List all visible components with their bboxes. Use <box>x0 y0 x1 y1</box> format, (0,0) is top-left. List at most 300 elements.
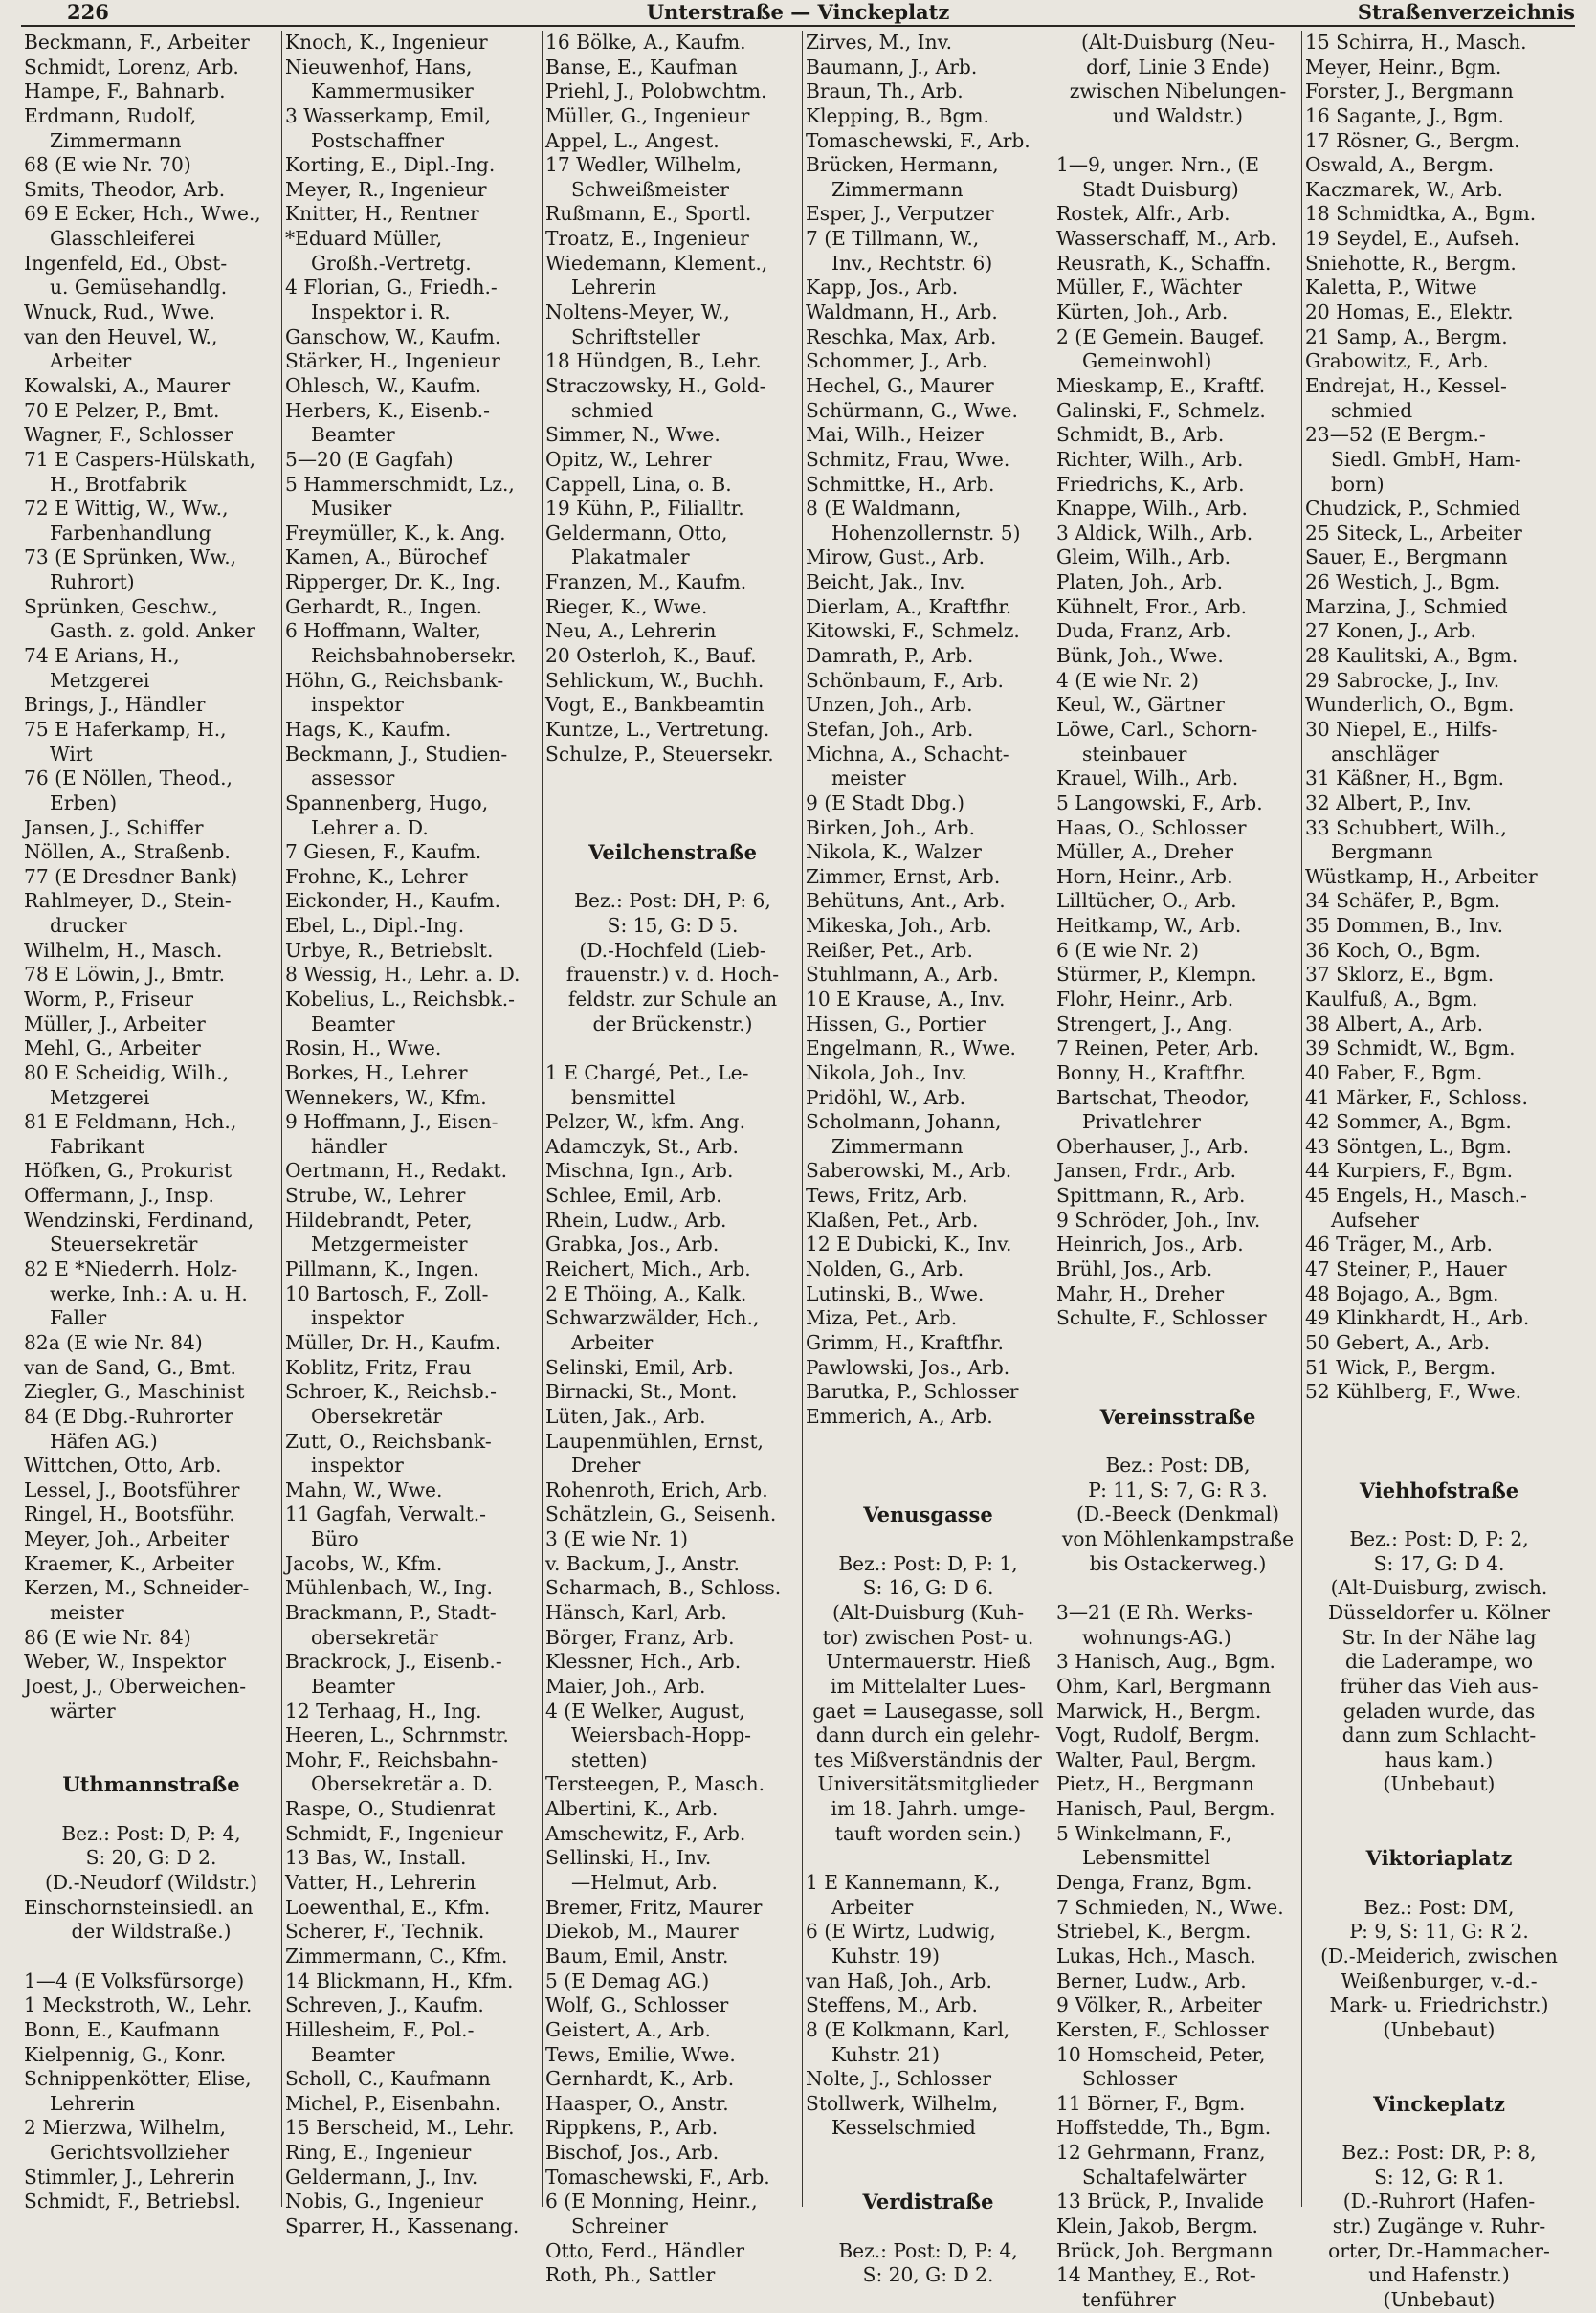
directory-entry: Brücken, Hermann, <box>806 153 999 177</box>
street-info: (Alt-Duisburg, zwisch. <box>1330 1576 1548 1600</box>
directory-entry: Damrath, P., Arb. <box>806 644 974 668</box>
directory-entry: Noltens-Meyer, W., <box>545 300 730 324</box>
directory-entry: 7 Schmieden, N., Wwe. <box>1056 1895 1284 1919</box>
directory-entry: Nöllen, A., Straßenb. <box>24 840 231 864</box>
directory-entry: stetten) <box>571 1747 648 1771</box>
directory-entry: Mahr, H., Dreher <box>1056 1281 1225 1305</box>
directory-entry: Steuersekretär <box>50 1233 198 1257</box>
directory-entry: 16 Bölke, A., Kaufm. <box>545 31 746 54</box>
directory-entry: Stärker, H., Ingenieur <box>285 349 500 373</box>
directory-entry: Meyer, Joh., Arbeiter <box>24 1527 229 1551</box>
blank-line <box>803 1527 1053 1552</box>
directory-entry: Lukas, Hch., Masch. <box>1056 1944 1256 1968</box>
directory-entry: 25 Siteck, L., Arbeiter <box>1305 521 1522 545</box>
directory-entry: Schmidt, Lorenz, Arb. <box>24 55 239 78</box>
directory-entry: Heitkamp, W., Arb. <box>1056 914 1242 938</box>
directory-entry: Sprünken, Geschw., <box>24 594 218 618</box>
street-info: haus kam.) <box>1385 1747 1494 1771</box>
page-number: 226 <box>67 0 109 24</box>
directory-entry: Gerhardt, R., Ingen. <box>285 594 482 618</box>
directory-entry: Walter, Paul, Bergm. <box>1056 1747 1257 1771</box>
directory-entry: H., Brotfabrik <box>50 472 187 496</box>
directory-entry: Schätzlein, G., Seisenh. <box>545 1502 777 1526</box>
directory-entry: 5—20 (E Gagfah) <box>285 447 454 471</box>
directory-entry: 3 (E wie Nr. 1) <box>545 1527 689 1551</box>
directory-entry: 4 (E wie Nr. 2) <box>1056 668 1200 692</box>
directory-entry: Schreiner <box>571 2214 668 2238</box>
directory-entry: Schönbaum, F., Arb. <box>806 668 1004 692</box>
directory-entry: Knoch, K., Ingenieur <box>285 31 488 54</box>
street-heading: Verdistraße <box>862 2190 994 2214</box>
directory-entry: Nikola, Joh., Inv. <box>806 1060 967 1084</box>
directory-entry: Reichsbahnobersekr. <box>311 644 517 668</box>
street-info: tauft worden sein.) <box>834 1821 1022 1845</box>
directory-entry: Zimmermann, C., Kfm. <box>285 1944 508 1968</box>
directory-entry: Wennekers, W., Kfm. <box>285 1085 487 1109</box>
directory-entry: Rahlmeyer, D., Stein- <box>24 889 232 913</box>
directory-entry: 86 (E wie Nr. 84) <box>24 1625 191 1649</box>
directory-entry: 32 Albert, P., Inv. <box>1305 790 1472 814</box>
directory-entry: 82a (E wie Nr. 84) <box>24 1330 203 1354</box>
directory-entry: Hanisch, Paul, Bergm. <box>1056 1797 1275 1821</box>
directory-entry: Wasserschaff, M., Arb. <box>1056 227 1276 251</box>
directory-entry: Bartschat, Theodor, <box>1056 1085 1250 1109</box>
directory-entry: Lüten, Jak., Arb. <box>545 1404 706 1428</box>
directory-entry: Wunderlich, O., Bgm. <box>1305 693 1515 717</box>
directory-entry: 16 Sagante, J., Bgm. <box>1305 103 1504 127</box>
directory-entry: Kuntze, L., Vertretung. <box>545 717 770 741</box>
directory-entry: Höhn, G., Reichsbank- <box>285 668 504 692</box>
directory-entry: Chudzick, P., Schmied <box>1305 497 1521 521</box>
directory-entry: Nobis, G., Ingenieur <box>285 2190 483 2213</box>
directory-entry: 37 Sklorz, E., Bgm. <box>1305 963 1495 987</box>
directory-entry: 17 Wedler, Wilhelm, <box>545 153 743 177</box>
street-info: feldstr. zur Schule an <box>567 987 778 1011</box>
street-info: Mark- u. Friedrichstr.) <box>1329 1993 1549 2017</box>
directory-entry: 81 E Feldmann, Hch., <box>24 1110 237 1134</box>
directory-entry: Haas, O., Schlosser <box>1056 815 1247 839</box>
directory-entry: 7 (E Tillmann, W., <box>806 227 980 251</box>
directory-entry: 70 E Pelzer, P., Bmt. <box>24 398 220 422</box>
directory-entry: Rohenroth, Erich, Arb. <box>545 1478 768 1501</box>
directory-entry: schmied <box>1331 398 1413 422</box>
directory-entry: Kowalski, A., Maurer <box>24 373 231 397</box>
directory-entry: Jacobs, W., Kfm. <box>285 1551 443 1575</box>
directory-entry: Ringel, H., Bootsführ. <box>24 1502 235 1526</box>
street-info: Bez.: Post: DR, P: 8, <box>1341 2141 1537 2165</box>
directory-entry: Eickonder, H., Kaufm. <box>285 889 501 913</box>
directory-entry: Schulze, P., Steuersekr. <box>545 742 774 766</box>
directory-entry: 35 Dommen, B., Inv. <box>1305 914 1503 938</box>
directory-entry: Adamczyk, St., Arb. <box>545 1134 739 1158</box>
directory-entry: Obersekretär a. D. <box>311 1772 494 1796</box>
directory-entry: Arbeiter <box>831 1895 914 1919</box>
directory-entry: 38 Albert, A., Arb. <box>1305 1012 1484 1035</box>
directory-entry: Michel, P., Eisenbahn. <box>285 2091 501 2115</box>
directory-entry: Höfken, G., Prokurist <box>24 1159 233 1183</box>
directory-entry: Vatter, H., Lehrerin <box>285 1871 477 1895</box>
directory-entry: 7 Reinen, Peter, Arb. <box>1056 1036 1260 1060</box>
directory-entry: 3 Hanisch, Aug., Bgm. <box>1056 1650 1275 1674</box>
directory-entry: 9 Völker, R., Arbeiter <box>1056 1993 1262 2017</box>
directory-entry: Beamter <box>311 1674 395 1698</box>
directory-entry: Stürmer, P., Klempn. <box>1056 963 1257 987</box>
directory-entry: steinbauer <box>1082 742 1187 766</box>
directory-entry: Zimmermann <box>50 128 182 152</box>
directory-entry: Sehlickum, W., Buchh. <box>545 668 765 692</box>
street-info: (Unbebaut) <box>1383 1772 1496 1796</box>
directory-entry: Beckmann, F., Arbeiter <box>24 31 250 54</box>
street-info: (D.-Beeck (Denkmal) <box>1075 1502 1280 1526</box>
directory-entry: Ziegler, G., Maschinist <box>24 1380 245 1404</box>
directory-entry: Cappell, Lina, o. B. <box>545 472 732 496</box>
directory-entry: 68 (E wie Nr. 70) <box>24 153 191 177</box>
directory-entry: 78 E Löwin, J., Bmtr. <box>24 963 226 987</box>
directory-entry: Vogt, E., Bankbeamtin <box>545 693 765 717</box>
street-info: str.) Zugänge v. Ruhr- <box>1332 2214 1546 2238</box>
directory-entry: 43 Söntgen, L., Bgm. <box>1305 1134 1512 1158</box>
directory-entry: Herbers, K., Eisenb.- <box>285 398 490 422</box>
directory-entry: 1—9, unger. Nrn., (E <box>1056 153 1260 177</box>
directory-entry: van de Sand, G., Bmt. <box>24 1355 236 1379</box>
directory-entry: Heeren, L., Schrnmstr. <box>285 1724 509 1747</box>
directory-entry: Stefan, Joh., Arb. <box>806 717 974 741</box>
directory-entry: Nieuwenhof, Hans, <box>285 55 473 78</box>
directory-entry: Friedrichs, K., Arb. <box>1056 472 1245 496</box>
directory-entry: Geistert, A., Arb. <box>545 2017 711 2041</box>
directory-entry: schmied <box>571 398 654 422</box>
directory-entry: 12 E Dubicki, K., Inv. <box>806 1233 1012 1257</box>
directory-entry: Engelmann, R., Wwe. <box>806 1036 1016 1060</box>
directory-entry: 1 Meckstroth, W., Lehr. <box>24 1993 253 2017</box>
directory-entry: Scholl, C., Kaufmann <box>285 2067 491 2091</box>
directory-entry: 45 Engels, H., Masch.- <box>1305 1184 1527 1208</box>
directory-entry: Rußmann, E., Sportl. <box>545 202 752 226</box>
directory-entry: Wendzinski, Ferdinand, <box>24 1208 255 1232</box>
directory-entry: Wolf, G., Schlosser <box>545 1993 729 2017</box>
street-info: orter, Dr.-Hammacher- <box>1328 2238 1550 2262</box>
directory-entry: Platen, Joh., Arb. <box>1056 570 1224 594</box>
column-1 <box>21 31 281 2213</box>
directory-entry: Korting, E., Dipl.-Ing. <box>285 153 496 177</box>
column-4 <box>802 31 1053 2287</box>
blank-line <box>21 1724 281 1748</box>
directory-entry: Glasschleiferei <box>50 227 195 251</box>
directory-entry: 80 E Scheidig, Wilh., <box>24 1060 230 1084</box>
street-info: (Unbebaut) <box>1383 2287 1496 2311</box>
directory-entry: Stollwerk, Wilhelm, <box>806 2091 999 2115</box>
directory-entry: Grabka, Jos., Arb. <box>545 1233 720 1257</box>
street-info: Bez.: Post: DH, P: 6, <box>574 889 771 913</box>
directory-entry: Ring, E., Ingenieur <box>285 2141 472 2165</box>
directory-entry: Schweißmeister <box>571 177 729 201</box>
directory-entry: Strengert, J., Ang. <box>1056 1012 1233 1035</box>
directory-entry: Schmidt, F., Ingenieur <box>285 1821 503 1845</box>
directory-entry: 15 Schirra, H., Masch. <box>1305 31 1527 54</box>
directory-entry: 8 (E Waldmann, <box>806 497 962 521</box>
directory-entry: Brühl, Jos., Arb. <box>1056 1257 1213 1281</box>
section-title: Straßenverzeichnis <box>1357 0 1575 24</box>
directory-entry: Banse, E., Kaufman <box>545 55 738 78</box>
directory-entry: born) <box>1331 472 1385 496</box>
street-info: frauenstr.) v. d. Hoch- <box>565 963 780 987</box>
directory-entry: 1 E Kannemann, K., <box>806 1871 1001 1895</box>
directory-entry: Lutinski, B., Wwe. <box>806 1281 985 1305</box>
directory-entry: Kürten, Joh., Arb. <box>1056 300 1229 324</box>
directory-entry: Striebel, K., Bergm. <box>1056 1920 1252 1944</box>
directory-entry: Brings, J., Händler <box>24 693 206 717</box>
directory-entry: Gerichtsvollzieher <box>50 2141 230 2165</box>
directory-entry: Baum, Emil, Anstr. <box>545 1944 729 1968</box>
directory-entry: Appel, L., Angest. <box>545 128 720 152</box>
directory-entry: Opitz, W., Lehrer <box>545 447 712 471</box>
directory-entry: Jansen, Frdr., Arb. <box>1056 1159 1237 1183</box>
directory-entry: 33 Schubbert, Wilh., <box>1305 815 1507 839</box>
directory-entry: inspektor <box>311 693 404 717</box>
directory-entry: Frohne, K., Lehrer <box>285 864 468 888</box>
street-heading: Viktoriaplatz <box>1365 1846 1513 1871</box>
directory-entry: Erdmann, Rudolf, <box>24 103 197 127</box>
directory-entry: 73 (E Sprünken, Ww., <box>24 545 237 569</box>
directory-entry: Schnippenkötter, Elise, <box>24 2067 252 2091</box>
directory-entry: Schroer, K., Reichsb.- <box>285 1380 497 1404</box>
street-info: dann durch ein gelehr- <box>815 1724 1041 1747</box>
street-heading: Venusgasse <box>863 1502 993 1527</box>
directory-entry: Tomaschewski, F., Arb. <box>806 128 1031 152</box>
directory-entry: Troatz, E., Ingenieur <box>545 227 749 251</box>
directory-entry: 12 Gehrmann, Franz, <box>1056 2141 1266 2165</box>
directory-entry: Bergmann <box>1331 840 1433 864</box>
blank-line <box>543 865 803 890</box>
directory-entry: Stuhlmann, A., Arb. <box>806 963 999 987</box>
directory-entry: Unzen, Joh., Arb. <box>806 693 973 717</box>
directory-entry: Franzen, M., Kaufm. <box>545 570 747 594</box>
column-2 <box>281 31 543 2238</box>
directory-entry: Hampe, F., Bahnarb. <box>24 79 226 103</box>
directory-entry: Metzgermeister <box>311 1233 468 1257</box>
directory-entry: Beckmann, J., Studien- <box>285 742 508 766</box>
directory-entry: Joest, J., Oberweichen- <box>24 1674 247 1698</box>
directory-entry: Neu, A., Lehrerin <box>545 619 717 643</box>
directory-entry: Siedl. GmbH, Ham- <box>1331 447 1521 471</box>
directory-entry: Schürmann, G., Wwe. <box>806 398 1018 422</box>
directory-entry: Wüstkamp, H., Arbeiter <box>1305 864 1538 888</box>
directory-entry: Kühnelt, Fror., Arb. <box>1056 594 1248 618</box>
directory-entry: Sparrer, H., Kassenang. <box>285 2214 520 2238</box>
directory-entry: 6 Hoffmann, Walter, <box>285 619 481 643</box>
directory-entry: Zutt, O., Reichsbank- <box>285 1429 492 1453</box>
directory-entry: Mühlenbach, W., Ing. <box>285 1576 493 1600</box>
column-5 <box>1053 31 1302 2311</box>
directory-entry: Mehl, G., Arbeiter <box>24 1036 201 1060</box>
directory-entry: Esper, J., Verputzer <box>806 202 994 226</box>
directory-entry: 13 Bas, W., Install. <box>285 1846 467 1870</box>
directory-entry: Grabowitz, F., Arb. <box>1305 349 1489 373</box>
directory-entry: Spittmann, R., Arb. <box>1056 1184 1246 1208</box>
street-info: (D.-Hochfeld (Lieb- <box>579 938 766 962</box>
directory-entry: Nolte, J., Schlosser <box>806 2067 992 2091</box>
blank-line <box>543 816 803 841</box>
directory-entry: Lilltücher, O., Arb. <box>1056 889 1237 913</box>
street-info: der Brückenstr.) <box>592 1012 753 1035</box>
blank-line <box>1302 2043 1576 2068</box>
street-info: Weißenburger, v.-d.- <box>1341 1968 1538 1992</box>
directory-entry: 47 Steiner, P., Hauer <box>1305 1257 1507 1281</box>
street-info: Universitätsmitglieder <box>817 1772 1039 1796</box>
directory-entry: Hillesheim, F., Pol.- <box>285 2017 475 2041</box>
directory-entry: Michna, A., Schacht- <box>806 742 1009 766</box>
blank-line <box>803 1479 1053 1503</box>
directory-entry: Rostek, Alfr., Arb. <box>1056 202 1230 226</box>
blank-line <box>1302 2067 1576 2092</box>
directory-entry: 9 Hoffmann, J., Eisen- <box>285 1110 499 1134</box>
blank-line <box>543 1036 803 1061</box>
directory-entry: Inv., Rechtstr. 6) <box>831 251 993 275</box>
directory-entry: Stimmler, J., Lehrerin <box>24 2165 235 2189</box>
directory-entry: Knitter, H., Rentner <box>285 202 479 226</box>
page-header <box>21 0 1575 27</box>
blank-line <box>803 2141 1053 2166</box>
directory-entry: Loewenthal, E., Kfm. <box>285 1895 491 1919</box>
directory-entry: Selinski, Emil, Arb. <box>545 1355 734 1379</box>
directory-entry: Inspektor i. R. <box>311 300 451 324</box>
directory-entry: 11 Börner, F., Bgm. <box>1056 2091 1246 2115</box>
directory-entry: 12 Terhaag, H., Ing. <box>285 1699 482 1723</box>
street-info: (D.-Ruhrort (Hafen- <box>1342 2190 1536 2213</box>
directory-entry: Meyer, R., Ingenieur <box>285 177 487 201</box>
blank-line <box>21 1748 281 1773</box>
blank-line <box>1053 129 1302 154</box>
directory-entry: 50 Gebert, A., Arb. <box>1305 1330 1491 1354</box>
blank-line <box>21 1945 281 1969</box>
directory-entry: Pietz, H., Bergmann <box>1056 1772 1254 1796</box>
directory-entry: Grimm, H., Kraftfhr. <box>806 1330 1004 1354</box>
directory-entry: Ohm, Karl, Bergmann <box>1056 1674 1272 1698</box>
directory-entry: 72 E Wittig, W., Ww., <box>24 497 229 521</box>
directory-entry: Gemeinwohl) <box>1082 349 1212 373</box>
directory-entry: Erben) <box>50 790 118 814</box>
directory-entry: Hildebrandt, Peter, <box>285 1208 473 1232</box>
directory-entry: Gasth. z. gold. Anker <box>50 619 255 643</box>
directory-entry: 3—21 (E Rh. Werks- <box>1056 1601 1253 1624</box>
directory-entry: 20 Osterloh, K., Bauf. <box>545 644 757 668</box>
directory-entry: Behütuns, Ant., Arb. <box>806 889 1006 913</box>
street-info: S: 15, G: D 5. <box>607 914 739 938</box>
street-info: (D.-Meiderich, zwischen <box>1320 1944 1558 1968</box>
directory-entry: Barutka, P., Schlosser <box>806 1380 1019 1404</box>
directory-entry: Horn, Heinr., Arb. <box>1056 864 1233 888</box>
directory-entry: Strube, W., Lehrer <box>285 1184 466 1208</box>
directory-entry: Wilhelm, H., Masch. <box>24 938 223 962</box>
directory-entry: Gleim, Wilh., Arb. <box>1056 545 1231 569</box>
blank-line <box>1302 1430 1576 1455</box>
directory-entry: Schmidt, B., Arb. <box>1056 423 1225 447</box>
directory-entry: Ganschow, W., Kaufm. <box>285 324 501 348</box>
directory-entry: assessor <box>311 767 395 790</box>
directory-entry: Schlee, Emil, Arb. <box>545 1184 722 1208</box>
directory-entry: Amschewitz, F., Arb. <box>545 1821 746 1845</box>
directory-entry: Mischna, Ign., Arb. <box>545 1159 734 1183</box>
street-info: S: 20, G: D 2. <box>85 1846 217 1870</box>
directory-entry: Miza, Pet., Arb. <box>806 1306 958 1330</box>
directory-entry: Kuhstr. 21) <box>831 2042 940 2066</box>
directory-entry: Koblitz, Fritz, Frau <box>285 1355 472 1379</box>
directory-entry: händler <box>311 1134 388 1158</box>
directory-entry: 19 Seydel, E., Aufseh. <box>1305 227 1520 251</box>
directory-entry: 41 Märker, F., Schloss. <box>1305 1085 1528 1109</box>
directory-entry: Richter, Wilh., Arb. <box>1056 447 1244 471</box>
directory-entry: Lehrer a. D. <box>311 815 429 839</box>
street-info: zwischen Nibelungen- <box>1069 79 1287 103</box>
directory-entry: Vogt, Rudolf, Bergm. <box>1056 1724 1260 1747</box>
directory-entry: Bonny, H., Kraftfhr. <box>1056 1060 1247 1084</box>
street-info: der Wildstraße.) <box>71 1920 232 1944</box>
directory-entry: Albertini, K., Arb. <box>545 1797 719 1821</box>
directory-entry: Kaczmarek, W., Arb. <box>1305 177 1503 201</box>
directory-entry: 26 Westich, J., Bgm. <box>1305 570 1501 594</box>
directory-entry: Oswald, A., Bergm. <box>1305 153 1495 177</box>
directory-entry: Arbeiter <box>50 349 132 373</box>
directory-entry: Lebensmittel <box>1082 1846 1210 1870</box>
directory-entry: 28 Kaulitski, A., Bgm. <box>1305 644 1518 668</box>
directory-entry: obersekretär <box>311 1625 438 1649</box>
directory-entry: Waldmann, H., Arb. <box>806 300 998 324</box>
directory-entry: Bonn, E., Kaufmann <box>24 2017 220 2041</box>
directory-entry: Tews, Fritz, Arb. <box>806 1184 968 1208</box>
street-info: tes Mißverständnis der <box>814 1747 1042 1771</box>
street-info: gaet = Lausegasse, soll <box>812 1699 1044 1723</box>
directory-entry: Flohr, Heinr., Arb. <box>1056 987 1234 1011</box>
directory-entry: 36 Koch, O., Bgm. <box>1305 938 1481 962</box>
directory-entry: 42 Sommer, A., Bgm. <box>1305 1110 1512 1134</box>
directory-entry: Schreven, J., Kaufm. <box>285 1993 484 2017</box>
directory-entry: van Haß, Joh., Arb. <box>806 1968 992 1992</box>
directory-entry: Weber, W., Inspektor <box>24 1650 227 1674</box>
blank-line <box>1302 1797 1576 1822</box>
directory-entry: 10 Bartosch, F., Zoll- <box>285 1281 489 1305</box>
column-3 <box>542 31 803 2287</box>
directory-entry: Beicht, Jak., Inv. <box>806 570 965 594</box>
directory-entry: Pelzer, W., kfm. Ang. <box>545 1110 745 1134</box>
blank-line <box>803 1430 1053 1455</box>
directory-entry: Simmer, N., Wwe. <box>545 423 720 447</box>
directory-entry: Schmitz, Frau, Wwe. <box>806 447 1010 471</box>
directory-entry: Metzgerei <box>50 1085 150 1109</box>
street-info: P: 9, S: 11, G: R 2. <box>1349 1920 1529 1944</box>
directory-entry: v. Backum, J., Anstr. <box>545 1551 740 1575</box>
directory-entry: 5 (E Demag AG.) <box>545 1968 710 1992</box>
directory-entry: Borkes, H., Lehrer <box>285 1060 468 1084</box>
directory-entry: Nolden, G., Arb. <box>806 1257 964 1281</box>
directory-entry: 8 Wessig, H., Lehr. a. D. <box>285 963 521 987</box>
directory-entry: 31 Käßner, H., Bgm. <box>1305 767 1505 790</box>
directory-entry: Schriftsteller <box>571 324 700 348</box>
street-info: tor) zwischen Post- u. <box>822 1625 1034 1649</box>
directory-entry: Nikola, K., Walzer <box>806 840 982 864</box>
street-heading: Viehhofstraße <box>1359 1478 1519 1502</box>
directory-entry: Reschka, Max, Arb. <box>806 324 997 348</box>
directory-entry: Müller, Dr. H., Kaufm. <box>285 1330 501 1354</box>
column-6 <box>1301 31 1576 2311</box>
directory-entry: Rieger, K., Wwe. <box>545 594 708 618</box>
directory-entry: Worm, P., Friseur <box>24 987 193 1011</box>
street-info: dann zum Schlacht- <box>1341 1724 1537 1747</box>
directory-entry: Klaßen, Pet., Arb. <box>806 1208 979 1232</box>
directory-entry: bensmittel <box>571 1085 676 1109</box>
directory-entry: Börger, Franz, Arb. <box>545 1625 735 1649</box>
directory-entry: Kamen, A., Bürochef <box>285 545 488 569</box>
directory-entry: Postschaffner <box>311 128 445 152</box>
